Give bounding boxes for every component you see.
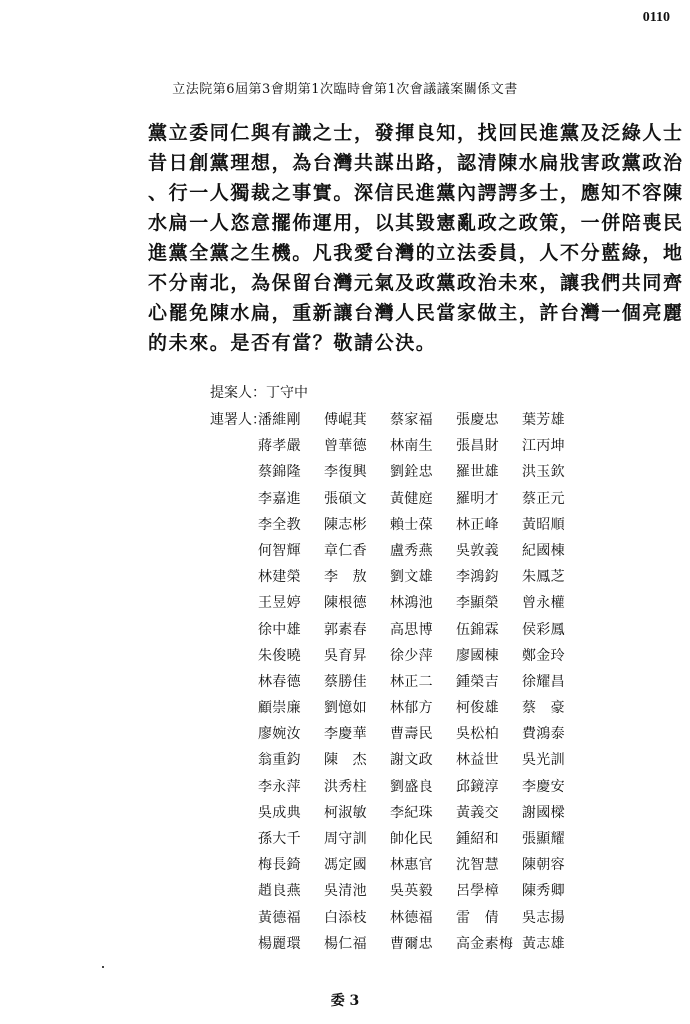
cosigner-name: 李復興 [324,464,367,481]
cosigner-name: 羅明才 [456,490,499,507]
cosigner-name: 李顯榮 [456,595,499,612]
cosigner-name: 謝國樑 [522,804,565,821]
cosigner-row [258,462,588,488]
cosigner-name: 鍾紹和 [456,831,499,847]
cosigner-name: 林建榮 [258,569,301,586]
body-line: 黨立委同仁與有識之士，發揮良知，找回民進黨及泛綠人士 [148,122,684,144]
cosigner-row [258,855,588,881]
cosigner-name: 趙良燕 [258,883,301,900]
cosigner-row [258,489,588,515]
cosigner-name: 張顯耀 [522,831,565,847]
cosigner-name: 李嘉進 [258,490,301,507]
cosigner-name: 李 敖 [324,569,367,586]
cosigner-name: 鄭金玲 [522,647,565,664]
cosigner-name: 蔡正元 [522,490,565,507]
cosigner-name: 張碩文 [324,490,367,507]
body-line: 水扁一人恣意擺佈運用，以其毀憲亂政之政策，一併陪喪民 [148,212,684,234]
cosigner-name: 楊麗環 [258,935,301,952]
cosigner-name: 陳志彬 [324,516,367,533]
cosigner-name: 孫大千 [258,831,301,847]
cosigner-name: 劉盛良 [390,778,433,795]
cosigner-name: 楊仁福 [324,935,367,952]
cosigner-name: 謝文政 [390,752,433,769]
cosigner-name: 翁重鈞 [258,752,301,769]
cosigner-name: 賴士葆 [390,516,433,533]
cosigner-name: 林郁方 [390,700,433,717]
cosigner-name: 羅世雄 [456,464,499,481]
cosigner-name: 雷 倩 [456,909,499,926]
body-line: 昔日創黨理想，為台灣共謀出路，認清陳水扁戕害政黨政治 [148,152,684,174]
cosigner-name: 馮定國 [324,857,367,874]
cosigner-row [258,908,588,934]
cosigner-name: 紀國棟 [522,542,565,559]
body-line: 的未來。是否有當？敬請公決。 [148,332,437,354]
cosigner-name: 盧秀燕 [390,542,433,559]
cosigner-name: 陳秀卿 [522,883,565,900]
cosigner-name: 周守訓 [324,831,367,847]
cosigner-name: 林鴻池 [390,595,433,612]
cosigner-name: 朱俊曉 [258,647,301,664]
cosigner-name: 吳清池 [324,883,367,900]
cosigner-name: 潘維剛 [258,412,301,428]
cosigner-name: 徐耀昌 [522,673,565,690]
cosigner-name: 陳朝容 [522,857,565,874]
cosigner-name: 林益世 [456,752,499,769]
cosigner-name: 吳志揚 [522,909,565,926]
cosigner-name: 伍錦霖 [456,621,499,638]
cosigner-list [258,410,588,960]
cosigner-name: 帥化民 [390,831,433,847]
cosigner-name: 顧崇廉 [258,700,301,717]
cosigner-name: 劉憶如 [324,700,367,717]
cosigner-name: 蔣孝嚴 [258,438,301,455]
cosigner-name: 江丙坤 [522,438,565,455]
cosigner-row [258,829,588,855]
cosigner-row [258,646,588,672]
body-line: 進黨全黨之生機。凡我愛台灣的立法委員，人不分藍綠，地 [148,242,684,264]
cosigner-row [258,724,588,750]
cosigner-row [258,567,588,593]
cosigner-name: 李鴻鈞 [456,569,499,586]
cosigner-name: 白添枝 [324,909,367,926]
cosigner-row [258,620,588,646]
cosigner-name: 陳根德 [324,595,367,612]
page-footer: 委 3 [330,993,360,1009]
cosigner-name: 洪秀柱 [324,778,367,795]
cosigner-name: 沈智慧 [456,857,499,874]
document-header: 立法院第6屆第3會期第1次臨時會第1次會議議案關係文書 [172,82,518,97]
proposer-label: 提案人：丁守中 [210,385,308,401]
cosigner-name: 林惠官 [390,857,433,874]
cosigner-name: 張昌財 [456,438,499,455]
cosigner-name: 吳敦義 [456,542,499,559]
cosigner-name: 郭素春 [324,621,367,638]
cosigner-name: 曾華德 [324,438,367,455]
cosigner-name: 林正二 [390,673,433,690]
cosigner-name: 劉文雄 [390,569,433,586]
cosigner-name: 梅長錡 [258,857,301,874]
cosigner-name: 柯淑敏 [324,804,367,821]
cosigner-name: 黃志雄 [522,935,565,952]
cosigner-name: 章仁香 [324,542,367,559]
cosigner-name: 黃德福 [258,909,301,926]
cosigner-name: 傅崐萁 [324,412,367,428]
cosigner-name: 蔡錦隆 [258,464,301,481]
body-text [148,118,684,358]
cosigner-row [258,777,588,803]
cosigner-row [258,515,588,541]
cosigner-name: 李永萍 [258,778,301,795]
cosigner-name: 朱鳳芝 [522,569,565,586]
cosigner-name: 吳光訓 [522,752,565,769]
cosigner-row [258,593,588,619]
cosigner-row [258,934,588,960]
cosigner-name: 廖婉汝 [258,726,301,743]
cosigner-row [258,672,588,698]
cosigner-name: 高思博 [390,621,433,638]
cosigner-name: 徐少萍 [390,647,433,664]
cosigner-name: 曹爾忠 [390,935,433,952]
cosigner-name: 徐中雄 [258,621,301,638]
cosigner-row [258,410,588,436]
cosigner-name: 葉芳雄 [522,412,565,428]
cosigner-name: 曹壽民 [390,726,433,743]
cosigner-name: 呂學樟 [456,883,499,900]
page-number: 0110 [642,10,670,25]
cosigner-name: 陳 杰 [324,752,367,769]
scan-speck [102,966,104,968]
cosigner-name: 吳育昇 [324,647,367,664]
cosigner-name: 吳成典 [258,804,301,821]
cosigner-name: 李慶安 [522,778,565,795]
cosigner-name: 黃健庭 [390,490,433,507]
cosigner-name: 劉銓忠 [390,464,433,481]
cosigner-row [258,750,588,776]
cosigner-name: 黃義交 [456,804,499,821]
cosigner-name: 侯彩鳳 [522,621,565,638]
cosigner-name: 黃昭順 [522,516,565,533]
cosigner-name: 林南生 [390,438,433,455]
cosigner-name: 吳英毅 [390,883,433,900]
body-line: 不分南北，為保留台灣元氣及政黨政治未來，讓我們共同齊 [148,272,684,294]
cosigner-name: 王昱婷 [258,595,301,612]
cosigner-row [258,881,588,907]
cosigner-name: 洪玉欽 [522,464,565,481]
cosigner-row [258,436,588,462]
cosigner-name: 廖國棟 [456,647,499,664]
cosigner-name: 蔡 豪 [522,700,565,717]
cosigner-name: 張慶忠 [456,412,499,428]
cosigner-name: 林正峰 [456,516,499,533]
cosigner-name: 高金素梅 [456,935,514,952]
cosigner-name: 鍾榮吉 [456,673,499,690]
body-line: 、行一人獨裁之事實。深信民進黨內諤諤多士，應知不容陳 [148,182,684,204]
cosigner-name: 何智輝 [258,542,301,559]
cosigner-name: 李全教 [258,516,301,533]
cosigner-label: 連署人： [210,412,266,428]
cosigner-name: 曾永權 [522,595,565,612]
cosigner-name: 邱鏡淳 [456,778,499,795]
cosigner-name: 吳松柏 [456,726,499,743]
cosigner-name: 林春德 [258,673,301,690]
body-line: 心罷免陳水扁，重新讓台灣人民當家做主，許台灣一個亮麗 [148,302,684,324]
cosigner-row [258,803,588,829]
cosigner-name: 費鴻泰 [522,726,565,743]
cosigner-name: 林德福 [390,909,433,926]
cosigner-row [258,541,588,567]
cosigner-name: 蔡家福 [390,412,433,428]
cosigner-name: 柯俊雄 [456,700,499,717]
cosigner-name: 李慶華 [324,726,367,743]
cosigner-name: 李紀珠 [390,804,433,821]
cosigner-row [258,698,588,724]
cosigner-name: 蔡勝佳 [324,673,367,690]
